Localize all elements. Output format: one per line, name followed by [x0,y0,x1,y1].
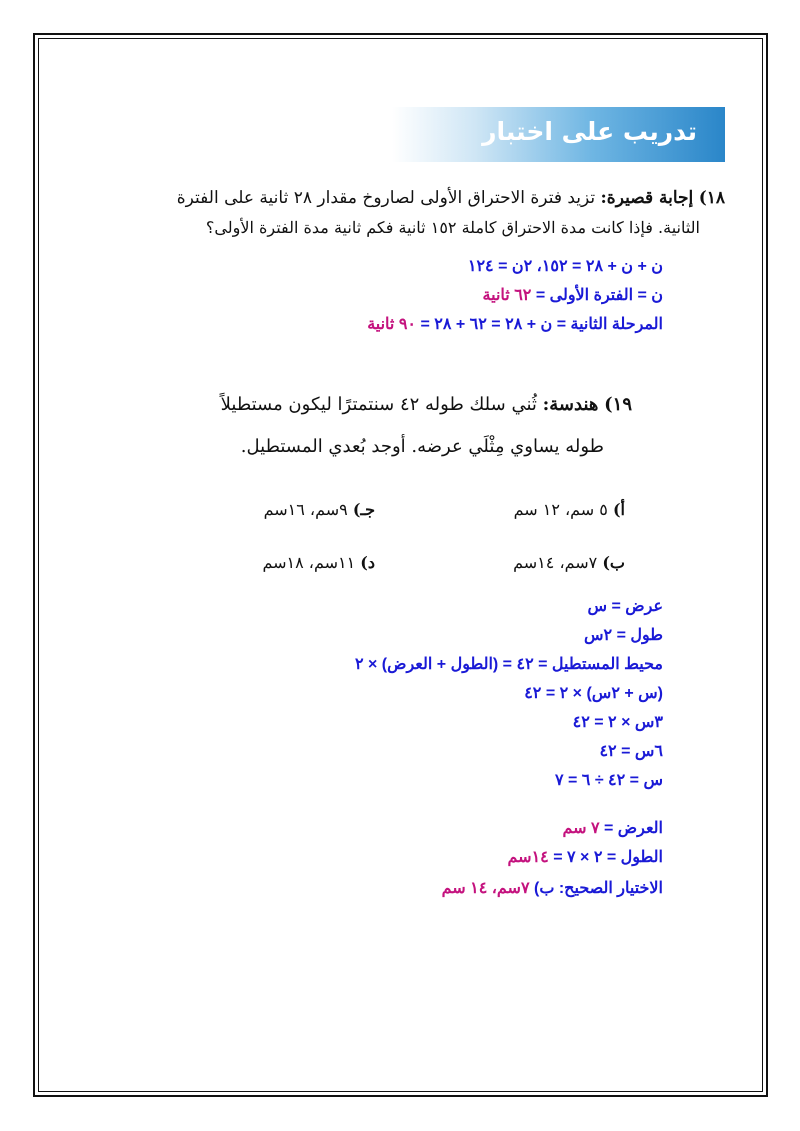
q18-first-period-answer: ٦٢ ثانية [482,287,532,304]
option-b-text: ٧سم، ١٤سم [513,553,598,572]
q19-label: هندسة: [542,394,599,415]
option-d-text: ١١سم، ١٨سم [262,553,356,572]
correct-choice-label: الاختيار الصحيح: ب) [529,880,663,897]
q18-solution-line2 [483,285,663,305]
q18-label: إجابة قصيرة: [600,188,694,208]
q19-solution-line1: عرض = س [587,598,663,615]
length-label: الطول = ٢ × ٧ = [548,849,663,866]
q19-option-a [514,500,625,519]
q19-option-c [264,500,375,519]
option-d-label: د) [360,553,375,572]
q18-solution-line1: ن + ن + ٢٨ = ١٥٢، ٢ن = ١٢٤ [467,258,663,275]
q19-text1: ثُني سلك طوله ٤٢ سنتمترًا ليكون مستطيلاً [220,394,537,415]
q19-number: ١٩) [604,394,632,415]
q19-solution-line2: طول = ٢س [584,627,663,644]
q19-solution-line4: (س + ٢س) × ٢ = ٤٢ [524,685,663,702]
q19-option-b [513,553,625,572]
q19-solution-line7: س = ٤٢ ÷ ٦ = ٧ [554,772,663,789]
q19-text2: طوله يساوي مِثْلَي عرضه. أوجد بُعدي المستطيل. [240,436,604,457]
q18-text2: الثانية. فإذا كانت مدة الاحتراق كاملة ١٥٢ ثانية فكم ثانية مدة الفترة الأولى؟ [205,218,700,237]
q18-second-period-answer: ٩٠ ثانية [367,316,417,333]
q19-solution-line10 [442,878,663,898]
q19-option-d [262,553,375,572]
width-answer: ٧ سم [562,820,600,837]
q19-line1 [221,394,632,415]
q18-line1 [177,188,725,208]
q19-solution-line8 [562,818,663,838]
section-banner [392,107,725,162]
q19-solution-line3: محيط المستطيل = ٤٢ = (الطول + العرض) × ٢ [354,656,663,673]
q18-number: ١٨) [698,188,725,208]
correct-choice-answer: ٧سم، ١٤ سم [441,880,530,897]
q19-solution-line6: ٦س = ٤٢ [599,743,663,760]
q18-solution-line2-prefix: ن = الفترة الأولى = [531,287,663,304]
option-b-label: ب) [602,553,625,572]
q18-solution-line3 [367,314,663,334]
option-c-label: جـ) [352,500,375,519]
q19-solution-line5: ٣س × ٢ = ٤٢ [572,714,663,731]
option-a-label: أ) [612,500,625,519]
width-label: العرض = [599,820,663,837]
length-answer: ١٤سم [507,849,549,866]
option-a-text: ٥ سم، ١٢ سم [513,500,608,519]
banner-title: تدريب على اختبار [482,117,697,146]
q19-solution-line9 [508,847,663,867]
option-c-text: ٩سم، ١٦سم [263,500,348,519]
q18-solution-line3-prefix: المرحلة الثانية = ن + ٢٨ = ٦٢ + ٢٨ = [416,316,663,333]
q18-text1: تزيد فترة الاحتراق الأولى لصاروخ مقدار ٢٨ ثانية على الفترة [176,188,596,208]
